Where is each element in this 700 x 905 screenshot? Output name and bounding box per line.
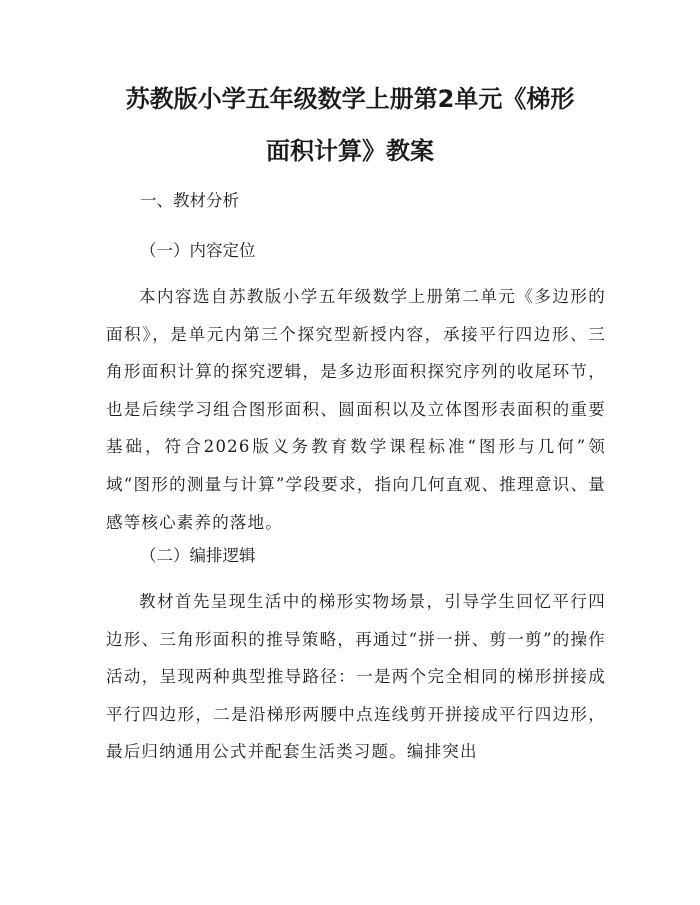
paragraph-content-positioning: 本内容选自苏教版小学五年级数学上册第二单元《多边形的面积》，是单元内第三个探究型新授内容，承接平行四边形、三角形面积计算的探究逻辑，是多边形面积探究序列的收尾环节，也是后续学习组合图形面积、圆面积以及立体图形表面积的重要基础，符合2026版义务教育数学课程标准“图形与几何”领域“图形的测量与计算”学段要求，指向几何直观、推理意识、量感等核心素养的落地。 xyxy=(106,287,606,532)
document-title-line-2: 面积计算》教案 xyxy=(266,137,434,165)
section-heading-textbook-analysis: 一、教材分析 xyxy=(140,191,239,210)
subsection-heading-content-positioning: （一）内容定位 xyxy=(140,241,256,260)
document-title-line-1: 苏教版小学五年级数学上册第2单元《梯形 xyxy=(125,85,575,113)
subsection-heading-arrangement-logic: （二）编排逻辑 xyxy=(140,546,256,565)
paragraph-arrangement-logic: 教材首先呈现生活中的梯形实物场景，引导学生回忆平行四边形、三角形面积的推导策略，再通过“拼一拼、剪一剪”的操作活动，呈现两种典型推导路径：一是两个完全相同的梯形拼接成平行四边形，二是沿梯形两腰中点连线剪开拼接成平行四边形，最后归纳通用公式并配套生活类习题。编排突出 xyxy=(106,592,606,762)
